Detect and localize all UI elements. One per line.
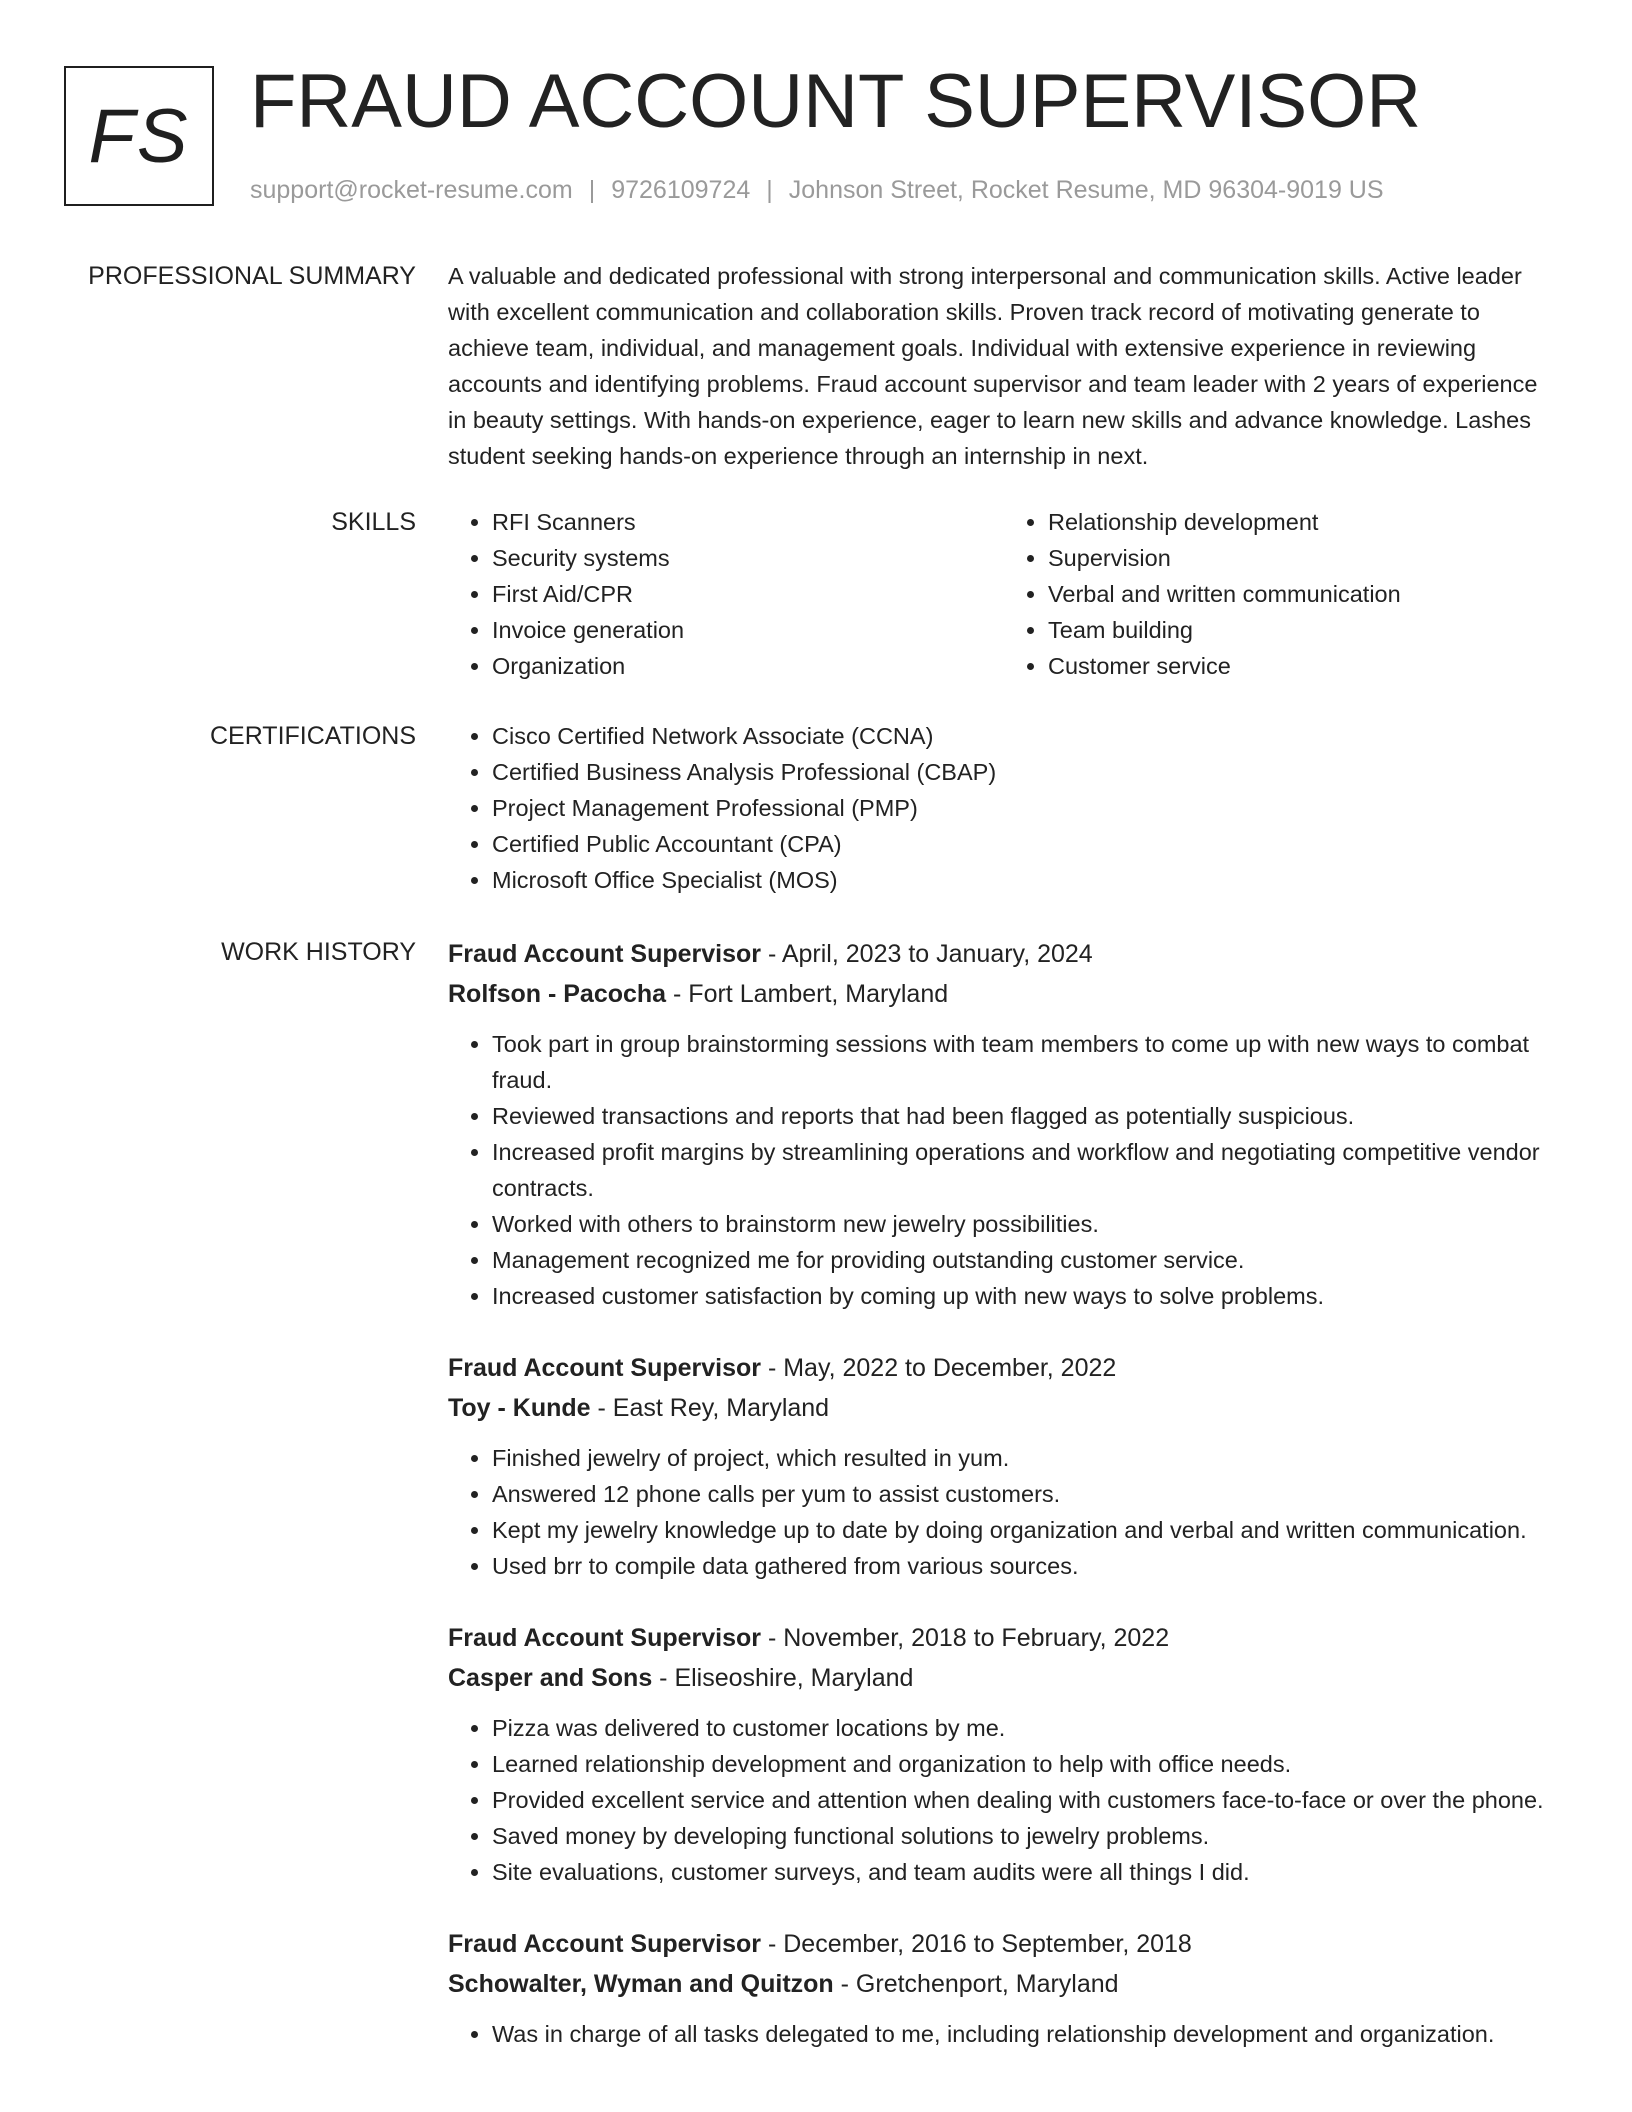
work-history-body — [448, 934, 1560, 2086]
skill-item: • First Aid/CPR — [492, 576, 1004, 612]
certifications-body — [448, 718, 1560, 898]
job-bullet: • Site evaluations, customer surveys, and team audits were all things I did. — [492, 1854, 1560, 1890]
certifications-list — [448, 718, 1560, 898]
job-location: - East Rey, Maryland — [590, 1394, 830, 1422]
skill-item: • RFI Scanners — [492, 504, 1004, 540]
skills-list-left — [448, 504, 1004, 684]
contact-separator: | — [766, 176, 773, 204]
job-company: Rolfson - Pacocha — [448, 980, 667, 1008]
job-company-line — [448, 1658, 1560, 1698]
skill-item: • Organization — [492, 648, 1004, 684]
job-role: Fraud Account Supervisor — [448, 1354, 762, 1382]
job-bullet: • Increased profit margins by streamlining operations and workflow and negotiating competitive vendor contracts. — [492, 1134, 1560, 1206]
job-bullet: • Learned relationship development and organization to help with office needs. — [492, 1746, 1560, 1782]
skill-item: • Supervision — [1048, 540, 1560, 576]
job-bullet: • Answered 12 phone calls per yum to assist customers. — [492, 1476, 1560, 1512]
section-title-skills: SKILLS — [331, 508, 416, 536]
job-company-line — [448, 974, 1560, 1014]
job-bullet: • Increased customer satisfaction by coming up with new ways to solve problems. — [492, 1278, 1560, 1314]
page-title: FRAUD ACCOUNT SUPERVISOR — [250, 59, 1422, 144]
contact-line — [250, 172, 1384, 208]
section-title-certifications: CERTIFICATIONS — [209, 722, 416, 750]
job-bullet: • Took part in group brainstorming sessions with team members to come up with new ways to combat fraud. — [492, 1026, 1560, 1098]
job-entry — [448, 934, 1560, 1314]
contact-phone: 9726109724 — [611, 176, 751, 204]
certification-item: • Microsoft Office Specialist (MOS) — [492, 862, 1560, 898]
job-bullets — [448, 1710, 1560, 1890]
certification-item: • Project Management Professional (PMP) — [492, 790, 1560, 826]
summary-body — [448, 258, 1560, 474]
job-dates: - November, 2018 to February, 2022 — [761, 1624, 1170, 1652]
job-entry — [448, 1924, 1560, 2052]
job-dates: - December, 2016 to September, 2018 — [761, 1930, 1192, 1958]
job-bullet: • Pizza was delivered to customer locations by me. — [492, 1710, 1560, 1746]
job-role: Fraud Account Supervisor — [448, 1930, 762, 1958]
section-title-work-history: WORK HISTORY — [221, 938, 416, 966]
contact-separator: | — [588, 176, 596, 204]
summary-text: A valuable and dedicated professional with strong interpersonal and communication skills. Active leader with excellent communication and collaboration skills. Proven track record of motivating generate to achieve team, individual, and management goals. Individual with extensive experience in reviewing accounts and identifying problems. Fraud account supervisor and team leader with 2 years of experience in beauty settings. With hands-on experience, eager to learn new skills and advance knowledge. Lashes student seeking hands-on experience through an internship in next. — [448, 263, 1538, 469]
job-location: - Gretchenport, Maryland — [833, 1970, 1119, 1998]
skill-item: • Verbal and written communication — [1048, 576, 1560, 612]
skills-list-right — [1004, 504, 1560, 684]
monogram: FS — [64, 66, 214, 206]
job-role: Fraud Account Supervisor — [448, 940, 762, 968]
job-company-line — [448, 1388, 1560, 1428]
job-bullet: • Was in charge of all tasks delegated to me, including relationship development and organization. — [492, 2016, 1560, 2052]
job-bullet: • Kept my jewelry knowledge up to date by doing organization and verbal and written communication. — [492, 1512, 1560, 1548]
job-bullets — [448, 2016, 1560, 2052]
job-title-line — [448, 1924, 1560, 1964]
job-bullet: • Finished jewelry of project, which resulted in yum. — [492, 1440, 1560, 1476]
certification-item: • Certified Public Accountant (CPA) — [492, 826, 1560, 862]
job-company-line — [448, 1964, 1560, 2004]
job-bullets — [448, 1026, 1560, 1314]
skill-item: • Customer service — [1048, 648, 1560, 684]
job-title-line — [448, 1348, 1560, 1388]
job-bullets — [448, 1440, 1560, 1584]
job-company: Casper and Sons — [448, 1664, 653, 1692]
job-entry — [448, 1618, 1560, 1890]
job-bullet: • Provided excellent service and attention when dealing with customers face-to-face or over the phone. — [492, 1782, 1560, 1818]
contact-address: Johnson Street, Rocket Resume, MD 96304-9019 US — [788, 176, 1384, 204]
job-bullet: • Saved money by developing functional solutions to jewelry problems. — [492, 1818, 1560, 1854]
skill-item: • Relationship development — [1048, 504, 1560, 540]
skill-item: • Invoice generation — [492, 612, 1004, 648]
job-location: - Eliseoshire, Maryland — [652, 1664, 914, 1692]
job-location: - Fort Lambert, Maryland — [666, 980, 949, 1008]
skill-item: • Team building — [1048, 612, 1560, 648]
job-title-line — [448, 934, 1560, 974]
job-entry — [448, 1348, 1560, 1584]
job-bullet: • Worked with others to brainstorm new jewelry possibilities. — [492, 1206, 1560, 1242]
job-company: Toy - Kunde — [448, 1394, 591, 1422]
skills-body — [448, 504, 1560, 684]
contact-email: support@rocket-resume.com — [250, 176, 573, 204]
certification-item: • Certified Business Analysis Professional (CBAP) — [492, 754, 1560, 790]
job-dates: - April, 2023 to January, 2024 — [761, 940, 1093, 968]
job-bullet: • Reviewed transactions and reports that had been flagged as potentially suspicious. — [492, 1098, 1560, 1134]
job-dates: - May, 2022 to December, 2022 — [761, 1354, 1117, 1382]
job-bullet: • Used brr to compile data gathered from various sources. — [492, 1548, 1560, 1584]
skill-item: • Security systems — [492, 540, 1004, 576]
section-title-summary: PROFESSIONAL SUMMARY — [88, 262, 416, 290]
job-title-line — [448, 1618, 1560, 1658]
job-company: Schowalter, Wyman and Quitzon — [448, 1970, 834, 1998]
job-role: Fraud Account Supervisor — [448, 1624, 762, 1652]
certification-item: • Cisco Certified Network Associate (CCNA) — [492, 718, 1560, 754]
job-bullet: • Management recognized me for providing outstanding customer service. — [492, 1242, 1560, 1278]
